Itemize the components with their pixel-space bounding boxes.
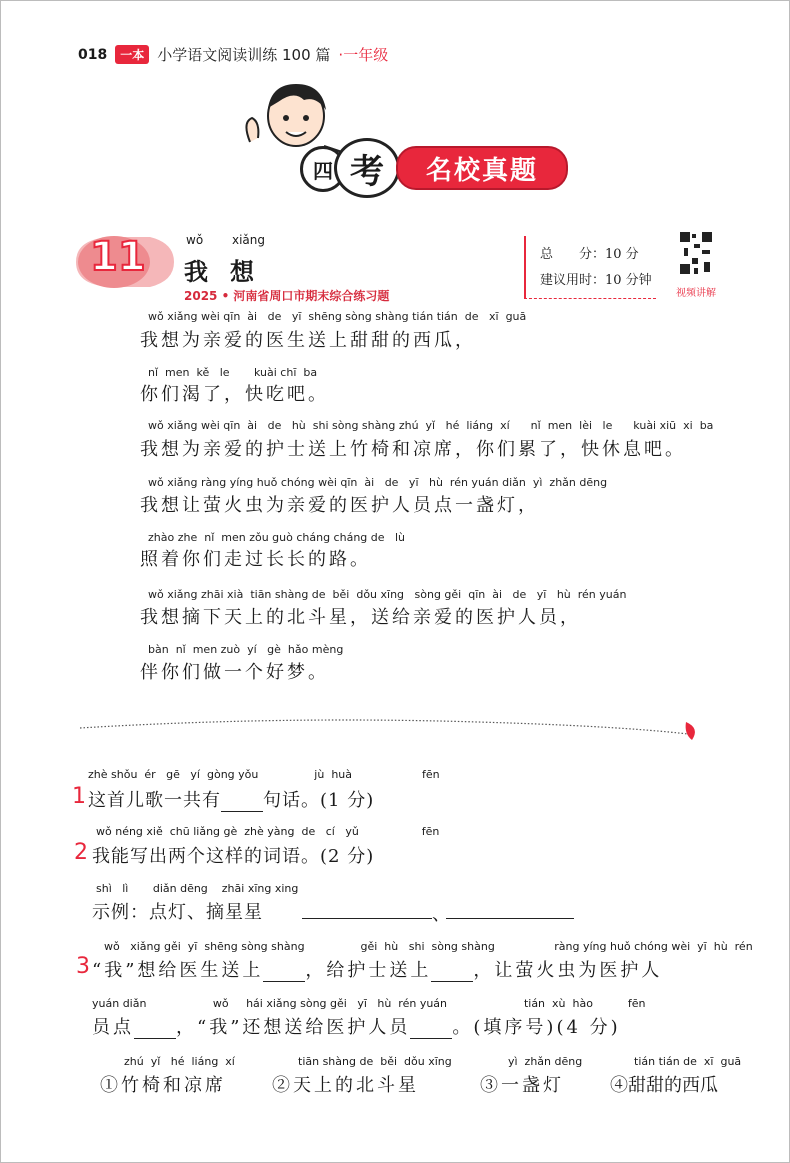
poem-line-2: 你们渴了，快吃吧。 [140, 384, 329, 405]
title-char-1: 我 [184, 257, 208, 286]
q1-text [88, 786, 374, 812]
banner-title: 名校真题 [396, 146, 568, 190]
video-label: 视频讲解 [676, 288, 716, 299]
q2-answer-blank-2[interactable] [446, 916, 574, 919]
poem-line-6: 我想摘下天上的北斗星，送给亲爱的医护人员， [140, 607, 581, 628]
q3-blank-4[interactable] [410, 1020, 452, 1039]
q2-pinyin: wǒ néng xiě chū liǎng gè zhè yàng de cí yǔ fēn [96, 825, 440, 838]
qr-code-icon[interactable] [678, 230, 714, 276]
page-number: 018 [78, 46, 108, 63]
q1-answer-blank[interactable] [221, 793, 263, 812]
option-2: ②天上的北斗星 [272, 1075, 419, 1096]
q2-example: 示例：点灯、摘星星 [92, 902, 263, 923]
brand-badge: 一本 [115, 45, 149, 64]
q3-part-3: ，让萤火虫为医护人 [473, 960, 663, 981]
poem-line-1: 我想为亲爱的医生送上甜甜的西瓜， [140, 330, 476, 351]
q3-line-2 [92, 1013, 621, 1039]
book-title: 小学语文阅读训练 100 篇 [157, 46, 331, 64]
poem-line-1-pinyin: wǒ xiǎng wèi qīn ài de yī shēng sòng shàng tián tián de xī guā [148, 310, 527, 323]
grade-label: ·一年级 [338, 46, 389, 64]
poem-line-5-pinyin: zhào zhe nǐ men zǒu guò cháng cháng de lù [148, 531, 406, 544]
q3-blank-1[interactable] [263, 963, 305, 982]
option-3: ③一盏灯 [480, 1075, 564, 1096]
option-4: ④甜甜的西瓜 [610, 1075, 718, 1096]
q3-blank-2[interactable] [431, 963, 473, 982]
source-line: 2025 • 河南省周口市期末综合练习题 [184, 289, 390, 303]
total-score: 总 分：10 分 [540, 247, 639, 262]
poem-line-2-pinyin: nǐ men kě le kuài chī ba [148, 366, 318, 379]
poem-line-5: 照着你们走过长长的路。 [140, 549, 371, 570]
q3-part-4: 员点 [92, 1017, 134, 1038]
q2-example-pinyin: shì lì diǎn dēng zhāi xīng xing [96, 882, 299, 895]
q3-part-5: ，“我”还想送给医护人员 [176, 1017, 411, 1038]
exam-banner [300, 142, 562, 192]
poem-line-7: 伴你们做一个好梦。 [140, 662, 329, 683]
q3-line-1 [92, 956, 662, 982]
lesson-number: 11 [90, 234, 146, 280]
q1-number: 1 [72, 784, 86, 809]
poem-line-7-pinyin: bàn nǐ men zuò yí gè hǎo mèng [148, 643, 344, 656]
poem-line-6-pinyin: wǒ xiǎng zhāi xià tiān shàng de běi dǒu xīng sòng gěi qīn ài de yī hù rén yuán [148, 588, 627, 601]
poem-line-3: 我想为亲爱的护士送上竹椅和凉席，你们累了，快休息吧。 [140, 439, 686, 460]
option-1: ①竹椅和凉席 [100, 1075, 226, 1096]
banner-kao: 考 [334, 138, 400, 198]
q2-separator: 、 [432, 904, 451, 925]
poem-line-4: 我想让萤火虫为亲爱的医护人员点一盏灯， [140, 495, 539, 516]
option-2-pinyin: tiān shàng de běi dǒu xīng [298, 1055, 452, 1068]
section-divider [78, 712, 702, 742]
q3-part-2: ，给护士送上 [305, 960, 432, 981]
title-char-2: 想 [230, 257, 254, 286]
option-3-pinyin: yì zhǎn dēng [508, 1055, 583, 1068]
page-header [78, 44, 388, 65]
q1-before: 这首儿歌一共有 [88, 790, 221, 811]
q3-part-1: “我”想给医生送上 [92, 960, 264, 981]
q3-blank-3[interactable] [134, 1020, 176, 1039]
banner-four: 四 [300, 146, 346, 192]
poem-line-3-pinyin: wǒ xiǎng wèi qīn ài de hù shi sòng shàng zhú yǐ hé liáng xí nǐ men lèi le kuài xiū xi ba [148, 419, 714, 432]
q3-pinyin: wǒ xiǎng gěi yī shēng sòng shàng gěi hù shi sòng shàng ràng yíng huǒ chóng wèi yī hù rén [104, 940, 753, 953]
title-pinyin-2: xiǎng [232, 233, 266, 247]
q3-line-2-pinyin: yuán diǎn wǒ hái xiǎng sòng gěi yī hù rén yuán tián xù hào fēn [92, 997, 646, 1010]
q1-pinyin: zhè shǒu ér gē yí gòng yǒu jù huà fēn [88, 768, 440, 781]
suggested-time: 建议用时：10 分钟 [540, 273, 652, 288]
q2-text: 我能写出两个这样的词语。(2 分) [92, 846, 375, 867]
q3-number: 3 [76, 954, 90, 979]
q1-after: 句话。(1 分) [263, 790, 375, 811]
q2-number: 2 [74, 840, 88, 865]
q2-answer-blank-1[interactable] [302, 916, 432, 919]
option-1-pinyin: zhú yǐ hé liáng xí [124, 1055, 235, 1068]
option-4-pinyin: tián tián de xī guā [634, 1055, 742, 1068]
title-pinyin-1: wǒ [186, 233, 204, 247]
q3-part-6: 。(填序号)(4 分) [452, 1017, 621, 1038]
score-box [540, 242, 652, 294]
poem-line-4-pinyin: wǒ xiǎng ràng yíng huǒ chóng wèi qīn ài de yī hù rén yuán diǎn yì zhǎn dēng [148, 476, 608, 489]
